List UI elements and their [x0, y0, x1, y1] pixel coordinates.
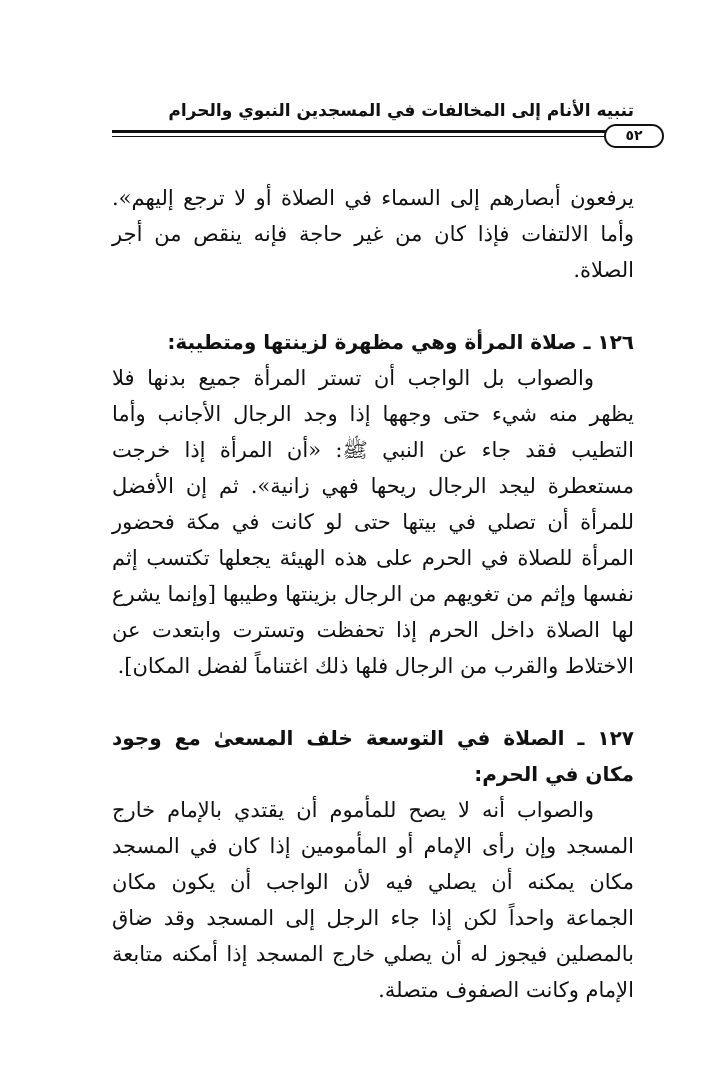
page-number-badge: ٥٢: [604, 124, 664, 148]
section-127-heading: ١٢٧ ـ الصلاة في التوسعة خلف المسعىٰ مع وجود مكان في الحرم:: [112, 726, 634, 786]
header-rule-thin: [112, 136, 609, 137]
section-126-text: والصواب بل الواجب أن تستر المرأة جميع بدنها فلا يظهر منه شيء حتى وجهها إذا وجد الرجال الأجانب وأما التطيب فقد جاء عن النبي ﷺ: «أن المرأة إذا خرجت مستعطرة ليجد الرجال ريحها فهي زانية». ثم إن الأفضل للمرأة أن تصلي في بيتها حتى لو كانت في مكة فحضور المرأة للصلاة في الحرم على هذه الهيئة يجعلها تكتسب إثم نفسها وإثم من تغويهم من الرجال بزينتها وطيبها [وإنما يشرع لها الصلاة داخل الحرم إذا تحفظت وتسترت وابتعدت عن الاختلاط والقرب من الرجال فلها ذلك اغتناماً لفضل المكان].: [112, 366, 634, 678]
header-rule-thick: [112, 130, 609, 133]
intro-paragraph: يرفعون أبصارهم إلى السماء في الصلاة أو لا ترجع إليهم». وأما الالتفات فإذا كان من غير حاجة فإنه ينقص من أجر الصلاة.: [112, 186, 634, 282]
section-spacer: [112, 684, 634, 720]
page-body: [112, 180, 634, 1008]
section-spacer: [112, 288, 634, 324]
running-header-title: تنبيه الأنام إلى المخالفات في المسجدين النبوي والحرام: [168, 101, 634, 121]
section-127-text: والصواب أنه لا يصح للمأموم أن يقتدي بالإمام خارج المسجد وإن رأى الإمام أو المأمومين إذا كان في المسجد مكان يمكنه أن يصلي فيه لأن الواجب أن يكون مكان الجماعة واحداً لكن إذا جاء الرجل إلى المسجد وقد ضاق بالمصلين فيجوز له أن يصلي خارج المسجد إذا أمكنه متابعة الإمام وكانت الصفوف متصلة.: [112, 798, 634, 1002]
section-126-heading: ١٢٦ ـ صلاة المرأة وهي مظهرة لزينتها ومتطيبة:: [167, 330, 634, 354]
